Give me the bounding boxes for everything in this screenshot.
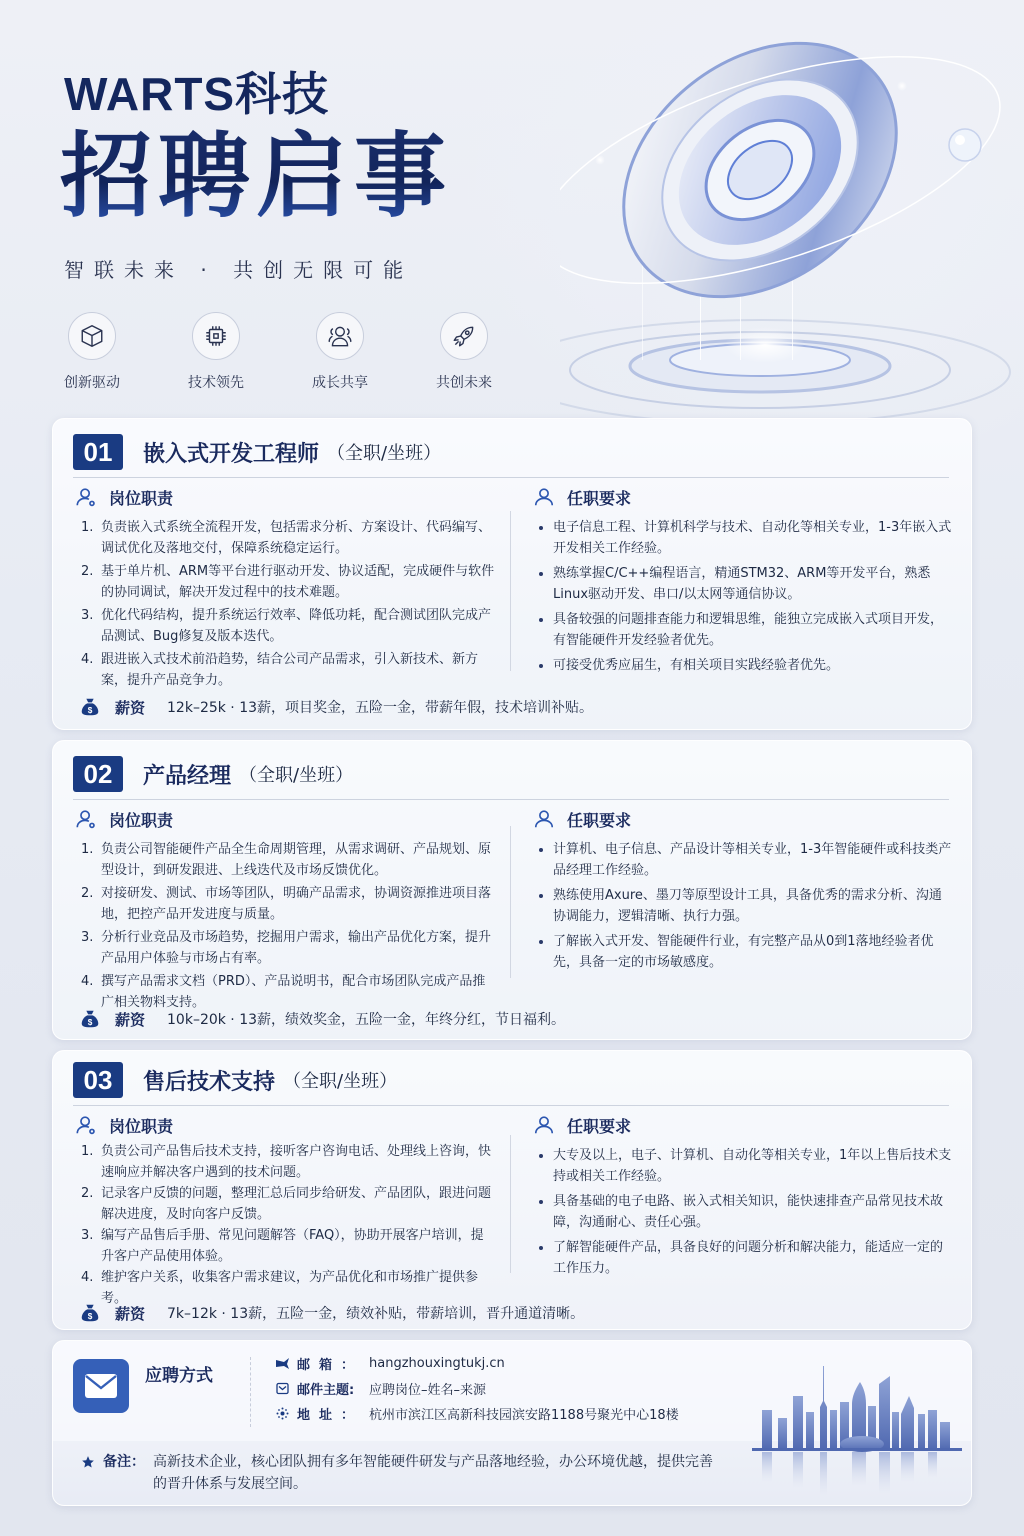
cube-icon: [68, 312, 116, 360]
salary-label: 薪资: [115, 1010, 146, 1029]
feature-growth: [304, 312, 376, 392]
requirements-heading: 任职要求: [567, 810, 632, 830]
duty-item: 1. 负责公司产品售后技术支持，接听客户咨询电话、处理线上咨询，快速响应并解决客户遇到的技术问题。: [81, 1144, 492, 1180]
user-icon: [75, 486, 97, 508]
divider: [73, 799, 949, 800]
job-type: （全职/坐班）: [283, 1071, 398, 1092]
svg-text:$: $: [87, 705, 93, 715]
job-title: 产品经理: [143, 763, 232, 789]
subject-row: [275, 1376, 679, 1401]
svg-text:$: $: [87, 1017, 93, 1027]
job-header: [73, 755, 951, 793]
city-skyline-illustration: [740, 1352, 980, 1502]
requirements-list: [533, 1145, 953, 1279]
duties-section: [75, 485, 495, 693]
duties-heading: 岗位职责: [109, 488, 174, 508]
requirement-item: 可接受优秀应届生，有相关项目实践经验者优先。: [533, 655, 953, 676]
envelope-icon: [73, 1359, 129, 1413]
address-label: 地址：: [297, 1408, 364, 1423]
job-title: 嵌入式开发工程师: [143, 441, 320, 467]
duty-item: 4. 维护客户关系，收集客户需求建议，为产品优化和市场推广提供参考。: [81, 1270, 479, 1306]
job-number-badge: 01: [73, 434, 123, 470]
divider: [73, 477, 949, 478]
rocket-icon: [440, 312, 488, 360]
requirement-item: 具备较强的问题排查能力和逻辑思维，能独立完成嵌入式项目开发，有智能硬件开发经验者优先。: [533, 609, 953, 651]
column-divider: [510, 511, 511, 671]
requirement-item: 了解智能硬件产品，具备良好的问题分析和解决能力，能适应一定的工作压力。: [533, 1237, 953, 1279]
money-bag-icon: [79, 696, 101, 718]
duties-section: [75, 1113, 495, 1309]
address-row: [275, 1401, 679, 1426]
requirement-item: 计算机、电子信息、产品设计等相关专业，1-3年智能硬件或科技类产品经理工作经验。: [533, 839, 953, 881]
person-icon: [533, 486, 555, 508]
feature-innovation: [56, 312, 128, 392]
job-title: 售后技术支持: [143, 1069, 276, 1095]
subject-label: 邮件主题:: [297, 1383, 355, 1398]
note-row: [81, 1451, 723, 1495]
person-icon: [533, 808, 555, 830]
duties-list: [75, 1141, 495, 1309]
requirements-list: [533, 839, 953, 973]
svg-text:$: $: [87, 1311, 93, 1321]
address-value: 杭州市滨江区高新科技园滨安路1188号聚光中心18楼: [369, 1408, 679, 1423]
duties-list: [75, 517, 495, 691]
duties-heading: 岗位职责: [109, 1116, 174, 1136]
mail-subject-icon: [275, 1382, 289, 1395]
salary-value: 7k–12k · 13薪，五险一金，绩效补贴，带薪培训，晋升通道清晰。: [167, 1306, 585, 1322]
user-icon: [75, 1114, 97, 1136]
feature-label: 共创未来: [436, 375, 492, 391]
feature-label: 成长共享: [312, 375, 368, 391]
duty-item: 2. 记录客户反馈的问题，整理汇总后同步给研发、产品团队，跟进问题解决进度，及时向客户反馈。: [81, 1186, 492, 1222]
requirement-item: 了解嵌入式开发、智能硬件行业，有完整产品从0到1落地经验者优先，具备一定的市场敏感度。: [533, 931, 953, 973]
requirement-item: 大专及以上，电子、计算机、自动化等相关专业，1年以上售后技术支持或相关工作经验。: [533, 1145, 953, 1187]
contact-title: 应聘方式: [145, 1366, 213, 1386]
salary-value: 12k–25k · 13薪，项目奖金，五险一金，带薪年假，技术培训补贴。: [167, 700, 594, 716]
divider: [73, 1105, 949, 1106]
requirements-section: [533, 1113, 953, 1283]
requirement-item: 熟练使用Axure、墨刀等原型设计工具，具备优秀的需求分析、沟通协调能力，逻辑清晰、执行力强。: [533, 885, 953, 927]
duty-item: 4. 跟进嵌入式技术前沿趋势，结合公司产品需求，引入新技术、新方案，提升产品竞争力。: [81, 652, 479, 688]
requirements-heading: 任职要求: [567, 488, 632, 508]
duties-list: [75, 839, 495, 1013]
requirements-list: [533, 517, 953, 676]
feature-tech: [180, 312, 252, 392]
salary-label: 薪资: [115, 698, 146, 717]
column-divider: [510, 826, 511, 978]
job-card-embedded: [52, 418, 972, 730]
email-label: 邮箱：: [297, 1358, 364, 1373]
job-type: （全职/坐班）: [327, 443, 442, 464]
requirement-item: 电子信息工程、计算机科学与技术、自动化等相关专业，1-3年嵌入式开发相关工作经验。: [533, 517, 953, 559]
money-bag-icon: [79, 1302, 101, 1324]
feature-label: 技术领先: [188, 375, 244, 391]
requirement-item: 熟练掌握C/C++编程语言，精通STM32、ARM等开发平台，熟悉Linux驱动开发、串口/以太网等通信协议。: [533, 563, 953, 605]
salary-row: [79, 1007, 565, 1031]
duties-heading: 岗位职责: [109, 810, 174, 830]
job-card-product-manager: [52, 740, 972, 1040]
note-text: 高新技术企业，核心团队拥有多年智能硬件研发与产品落地经验，办公环境优越，提供完善的晋升体系与发展空间。: [153, 1454, 713, 1492]
user-icon: [75, 808, 97, 830]
team-icon: [316, 312, 364, 360]
job-card-after-sales-support: [52, 1050, 972, 1330]
column-divider: [510, 1135, 511, 1273]
duty-item: 4. 撰写产品需求文档（PRD）、产品说明书，配合市场团队完成产品推广相关物料支持。: [81, 974, 486, 1010]
money-bag-icon: [79, 1008, 101, 1030]
duty-item: 3. 优化代码结构，提升系统运行效率、降低功耗，配合测试团队完成产品测试、Bug修复及版本迭代。: [81, 608, 492, 644]
job-header: [73, 1061, 951, 1099]
job-type: （全职/坐班）: [239, 765, 354, 786]
send-icon: [275, 1358, 289, 1369]
job-number-badge: 02: [73, 756, 123, 792]
hero-ring-illustration: [560, 0, 1024, 420]
email-row: [275, 1351, 679, 1376]
duty-item: 1. 负责嵌入式系统全流程开发，包括需求分析、方案设计、代码编写、调试优化及落地交付，保障系统稳定运行。: [81, 520, 492, 556]
salary-row: [79, 695, 593, 719]
requirements-section: [533, 807, 953, 977]
feature-list: [56, 312, 500, 392]
note-label: 备注：: [103, 1454, 145, 1470]
duties-section: [75, 807, 495, 1015]
duty-item: 3. 编写产品售后手册、常见问题解答（FAQ），协助开展客户培训，提升客户产品使用体验。: [81, 1228, 484, 1264]
subject-value: 应聘岗位–姓名–来源: [369, 1383, 487, 1398]
star-icon: [81, 1455, 95, 1469]
salary-row: [79, 1301, 584, 1325]
person-icon: [533, 1114, 555, 1136]
location-icon: [275, 1407, 289, 1420]
duty-item: 2. 基于单片机、ARM等平台进行驱动开发、协议适配，完成硬件与软件的协同调试，解决开发过程中的技术难题。: [81, 564, 495, 600]
job-header: [73, 433, 951, 471]
duty-item: 2. 对接研发、测试、市场等团队，明确产品需求，协调资源推进项目落地，把控产品开发进度与质量。: [81, 886, 492, 922]
contact-details: [275, 1351, 679, 1426]
requirements-heading: 任职要求: [567, 1116, 632, 1136]
contact-divider: [250, 1357, 251, 1427]
email-value[interactable]: hangzhouxingtukj.cn: [369, 1356, 505, 1371]
brand-logo: WARTS科技: [64, 68, 330, 120]
feature-label: 创新驱动: [64, 375, 120, 391]
salary-label: 薪资: [115, 1304, 146, 1323]
duty-item: 3. 分析行业竞品及市场趋势，挖掘用户需求，输出产品优化方案，提升产品用户体验与市场占有率。: [81, 930, 492, 966]
duty-item: 1. 负责公司智能硬件产品全生命周期管理，从需求调研、产品规划、原型设计，到研发跟进、上线迭代及市场反馈优化。: [81, 842, 492, 878]
chip-icon: [192, 312, 240, 360]
job-number-badge: 03: [73, 1062, 123, 1098]
requirements-section: [533, 485, 953, 680]
slogan: 智联未来 · 共创无限可能: [64, 258, 414, 282]
feature-future: [428, 312, 500, 392]
salary-value: 10k–20k · 13薪，绩效奖金，五险一金，年终分红，节日福利。: [167, 1012, 566, 1028]
requirement-item: 具备基础的电子电路、嵌入式相关知识，能快速排查产品常见技术故障，沟通耐心、责任心强。: [533, 1191, 953, 1233]
page-title: 招聘启事: [60, 123, 453, 230]
